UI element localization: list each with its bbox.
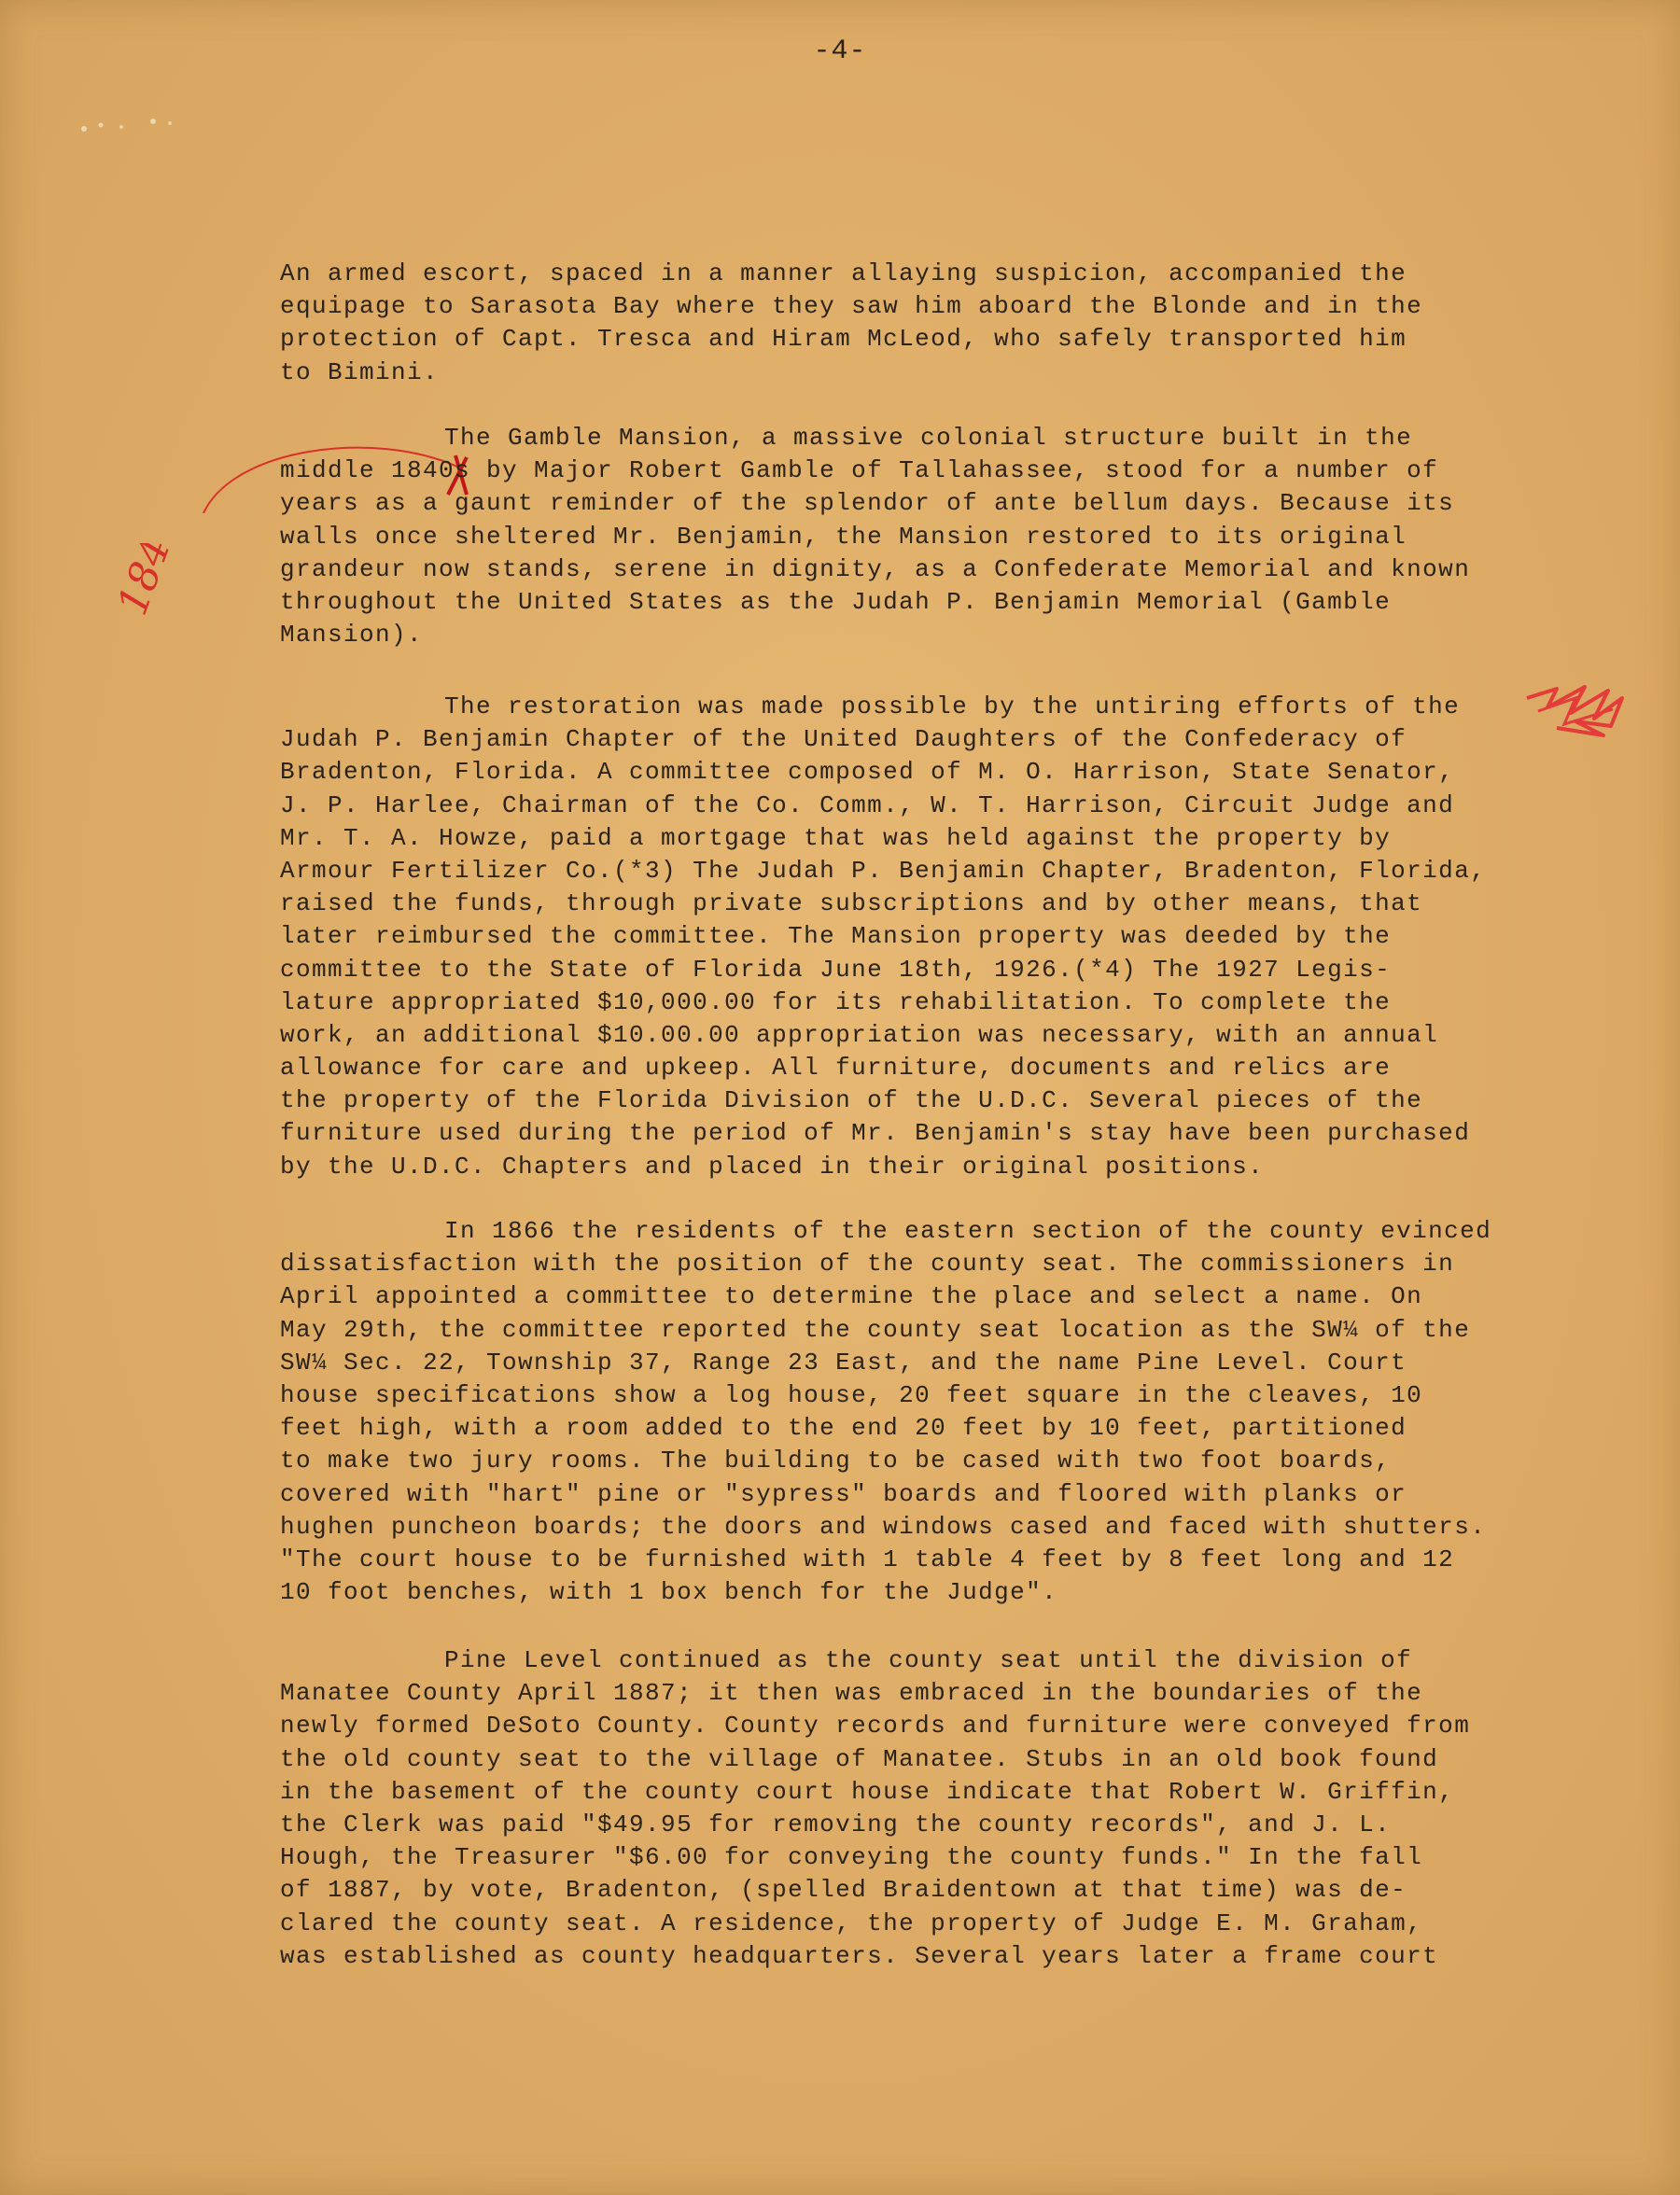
paragraph-restoration	[280, 691, 1531, 1183]
text-line: newly formed DeSoto County. County records and furniture were conveyed from	[280, 1712, 1471, 1741]
paragraph-gamble-mansion	[280, 422, 1531, 651]
text-line: An armed escort, spaced in a manner allaying suspicion, accompanied the	[280, 259, 1407, 287]
text-line: in the basement of the county court house indicate that Robert W. Griffin,	[280, 1777, 1455, 1806]
text-line: raised the funds, through private subscriptions and by other means, that	[280, 889, 1423, 918]
text-line: 10 foot benches, with 1 box bench for the Judge".	[280, 1578, 1058, 1607]
margin-handwritten-note	[101, 543, 213, 664]
red-pencil-scribble	[1519, 670, 1631, 745]
text-line: the property of the Florida Division of the U.D.C. Several pieces of the	[280, 1086, 1423, 1115]
text-line: Hough, the Treasurer "$6.00 for conveying the county funds." In the fall	[280, 1843, 1423, 1872]
text-line: The restoration was made possible by the untiring efforts of the	[444, 692, 1461, 720]
text-line: the Clerk was paid "$49.95 for removing the county records", and J. L.	[280, 1810, 1392, 1838]
text-line: hughen puncheon boards; the doors and windows cased and faced with shutters.	[280, 1512, 1487, 1541]
text-line: Judah P. Benjamin Chapter of the United Daughters of the Confederacy of	[280, 725, 1407, 754]
text-line: "The court house to be furnished with 1 table 4 feet by 8 feet long and 12	[280, 1545, 1455, 1573]
text-line: the old county seat to the village of Manatee. Stubs in an old book found	[280, 1744, 1439, 1773]
text-line: SW¼ Sec. 22, Township 37, Range 23 East, and the name Pine Level. Court	[280, 1348, 1407, 1377]
text-line: J. P. Harlee, Chairman of the Co. Comm., W. T. Harrison, Circuit Judge and	[280, 790, 1455, 819]
text-line: Mr. T. A. Howze, paid a mortgage that was held against the property by	[280, 823, 1392, 852]
text-line: May 29th, the committee reported the county seat location as the SW¼ of the	[280, 1315, 1471, 1344]
text-line: to make two jury rooms. The building to be cased with two foot boards,	[280, 1447, 1392, 1475]
text-line: grandeur now stands, serene in dignity, as a Confederate Memorial and known	[280, 554, 1471, 583]
text-line: protection of Capt. Tresca and Hiram McLeod, who safely transported him	[280, 325, 1407, 354]
text-line: Pine Level continued as the county seat until the division of	[444, 1646, 1413, 1674]
text-line: house specifications show a log house, 20 feet square in the cleaves, 10	[280, 1380, 1423, 1409]
text-line: dissatisfaction with the position of the county seat. The commissioners in	[280, 1250, 1455, 1279]
text-line: feet high, with a room added to the end 20 feet by 10 feet, partitioned	[280, 1414, 1407, 1443]
text-line: work, an additional $10.00.00 appropriation was necessary, with an annual	[280, 1020, 1439, 1049]
paragraph-escort	[280, 258, 1531, 389]
text-line: of 1887, by vote, Bradenton, (spelled Braidentown at that time) was de-	[280, 1876, 1407, 1905]
text-line: April appointed a committee to determine the place and select a name. On	[280, 1282, 1423, 1311]
text-line: furniture used during the period of Mr. Benjamin's stay have been purchased	[280, 1119, 1471, 1148]
text-line: Armour Fertilizer Co.(*3) The Judah P. Benjamin Chapter, Bradenton, Florida,	[280, 856, 1487, 885]
page-number: -4-	[813, 35, 867, 67]
text-line: Manatee County April 1887; it then was embraced in the boundaries of the	[280, 1679, 1423, 1708]
text-line: was established as county headquarters. Several years later a frame court	[280, 1941, 1439, 1970]
text-line: Mansion).	[280, 621, 424, 650]
text-line: throughout the United States as the Judah P. Benjamin Memorial (Gamble	[280, 587, 1392, 616]
text-line: walls once sheltered Mr. Benjamin, the Mansion restored to its original	[280, 522, 1407, 551]
paragraph-pine-level-1866	[280, 1215, 1531, 1609]
text-line: by the U.D.C. Chapters and placed in their original positions.	[280, 1152, 1265, 1181]
text-line: covered with "hart" pine or "sypress" boards and floored with planks or	[280, 1479, 1407, 1508]
text-line: to Bimini.	[280, 357, 440, 386]
text-line: clared the county seat. A residence, the property of Judge E. M. Graham,	[280, 1908, 1423, 1937]
text-line: In 1866 the residents of the eastern section of the county evinced	[444, 1217, 1492, 1245]
text-line: lature appropriated $10,000.00 for its rehabilitation. To complete the	[280, 987, 1392, 1016]
text-line: allowance for care and upkeep. All furniture, documents and relics are	[280, 1054, 1392, 1083]
text-line: Bradenton, Florida. A committee composed of M. O. Harrison, State Senator,	[280, 758, 1455, 787]
text-line: later reimbursed the committee. The Mansion property was deeded by the	[280, 922, 1392, 951]
text-line: equipage to Sarasota Bay where they saw him aboard the Blonde and in the	[280, 292, 1423, 321]
text-line: committee to the State of Florida June 18th, 1926.(*4) The 1927 Legis-	[280, 955, 1392, 984]
text-line: years as a gaunt reminder of the splendor of ante bellum days. Because its	[280, 489, 1455, 518]
text-line: middle 1840s by Major Robert Gamble of Tallahassee, stood for a number of	[280, 456, 1439, 485]
text-line: The Gamble Mansion, a massive colonial structure built in the	[444, 424, 1413, 452]
paragraph-county-seat	[280, 1644, 1531, 1973]
stray-ink-marks	[73, 110, 194, 138]
margin-note-text: 1840s	[108, 543, 197, 622]
